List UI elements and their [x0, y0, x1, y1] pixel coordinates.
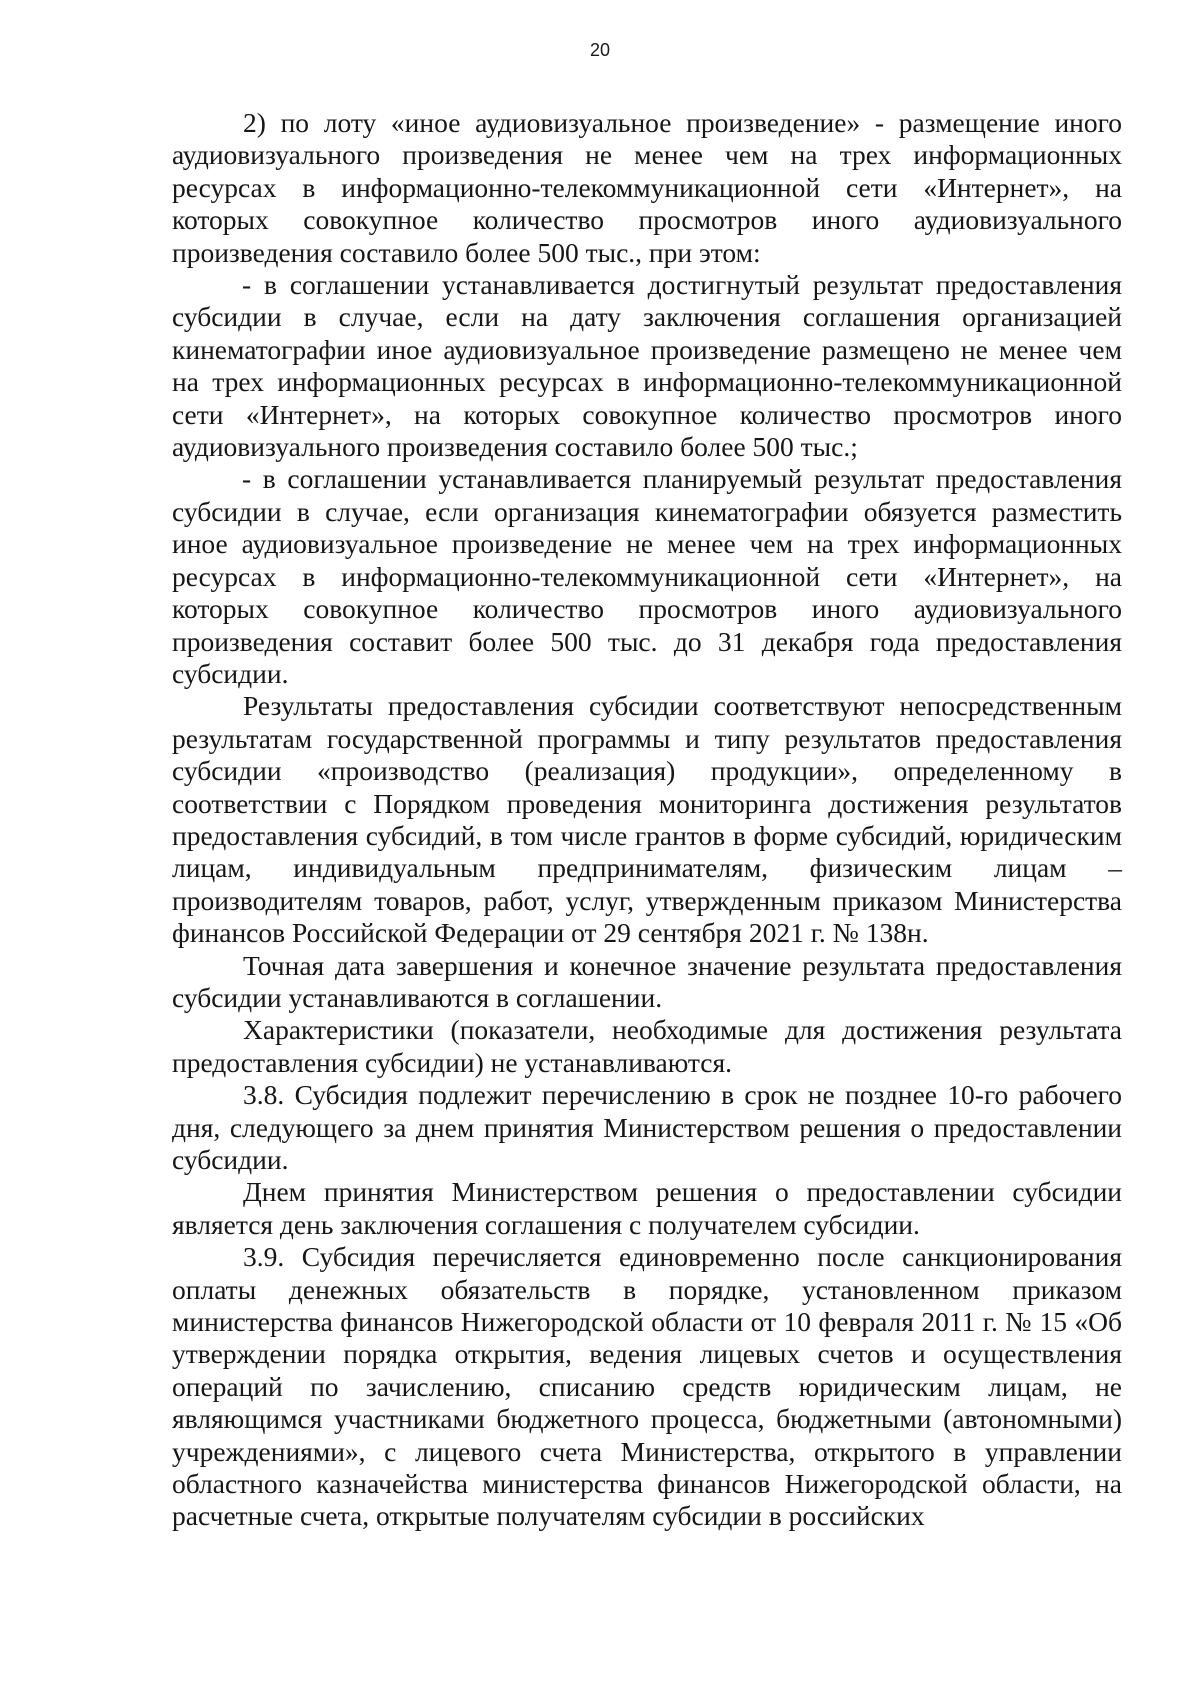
paragraph-3-8: 3.8. Субсидия подлежит перечислению в срок не позднее 10-го рабочего дня, следующего за днем принятия Министерством решения о предоставлении субсидии.	[172, 1079, 1122, 1175]
paragraph-characteristics: Характеристики (показатели, необходимые для достижения результата предоставления субсидии) не устанавливаются.	[172, 1014, 1122, 1078]
paragraph-planned-result: - в соглашении устанавливается планируемый результат предоставления субсидии в случае, если организация кинематографии обязуется разместить иное аудиовизуальное произведение не менее чем на трех информационных ресурсах в информационно-телекоммуникационной сети «Интернет», на которых совокупное количество просмотров иного аудиовизуального произведения составит более 500 тыс. до 31 декабря года предоставления субсидии.	[172, 463, 1122, 689]
page-number: 20	[589, 40, 611, 60]
paragraph-results-correspondence: Результаты предоставления субсидии соответствуют непосредственным результатам государственной программы и типу результатов предоставления субсидии «производство (реализация) продукции», определенному в соответствии с Порядком проведения мониторинга достижения результатов предоставления субсидий, в том числе грантов в форме субсидий, юридическим лицам, индивидуальным предпринимателям, физическим лицам – производителям товаров, работ, услуг, утвержденным приказом Министерства финансов Российской Федерации от 29 сентября 2021 г. № 138н.	[172, 690, 1122, 949]
paragraph-lot-2: 2) по лоту «иное аудиовизуальное произведение» - размещение иного аудиовизуального произведения не менее чем на трех информационных ресурсах в информационно-телекоммуникационной сети «Интернет», на которых совокупное количество просмотров иного аудиовизуального произведения составило более 500 тыс., при этом:	[172, 107, 1122, 268]
paragraph-achieved-result: - в соглашении устанавливается достигнутый результат предоставления субсидии в случае, если на дату заключения соглашения организацией кинематографии иное аудиовизуальное произведение размещено не менее чем на трех информационных ресурсах в информационно-телекоммуникационной сети «Интернет», на которых совокупное количество просмотров иного аудиовизуального произведения составило более 500 тыс.;	[172, 269, 1122, 463]
paragraph-exact-date: Точная дата завершения и конечное значение результата предоставления субсидии устанавливаются в соглашении.	[172, 949, 1122, 1013]
document-body	[172, 107, 1122, 1533]
paragraph-decision-day: Днем принятия Министерством решения о предоставлении субсидии является день заключения соглашения с получателем субсидии.	[172, 1176, 1122, 1240]
paragraph-3-9: 3.9. Субсидия перечисляется единовременно после санкционирования оплаты денежных обязательств в порядке, установленном приказом министерства финансов Нижегородской области от 10 февраля 2011 г. № 15 «Об утверждении порядка открытия, ведения лицевых счетов и осуществления операций по зачислению, списанию средств юридическим лицам, не являющимся участниками бюджетного процесса, бюджетными (автономными) учреждениями», с лицевого счета Министерства, открытого в управлении областного казначейства министерства финансов Нижегородской области, на расчетные счета, открытые получателям субсидии в российских	[172, 1241, 1122, 1532]
